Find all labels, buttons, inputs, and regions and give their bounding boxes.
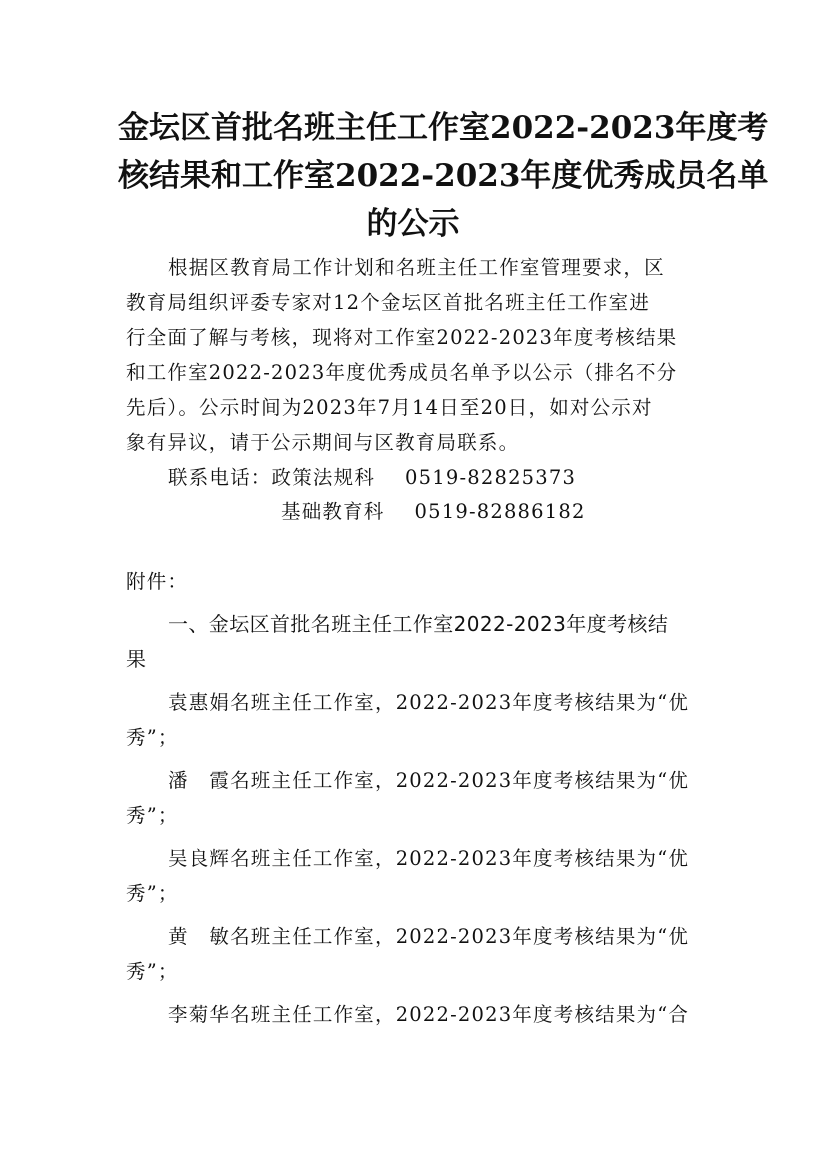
section-title-line: 果 <box>126 647 147 671</box>
list-item <box>126 997 704 1032</box>
intro-line: 教育局组织评委专家对12个金坛区首批名班主任工作室进 <box>126 291 651 314</box>
list-item <box>126 841 704 911</box>
list-item <box>126 919 704 989</box>
title-line: 金坛区首批名班主任工作室2022-2023年度考 <box>118 110 769 146</box>
result-line: 袁惠娟名班主任工作室，2022-2023年度考核结果为“优 <box>168 691 690 714</box>
result-line: 黄 敏名班主任工作室，2022-2023年度考核结果为“优 <box>168 925 690 948</box>
result-line: 吴良辉名班主任工作室，2022-2023年度考核结果为“优 <box>168 847 690 870</box>
section-title <box>126 607 704 677</box>
contact-block <box>126 460 704 528</box>
result-line: 秀”； <box>126 882 179 905</box>
intro-line: 和工作室2022-2023年度优秀成员名单予以公示（排名不分 <box>126 361 678 384</box>
intro-line: 象有异议，请于公示期间与区教育局联系。 <box>126 431 520 454</box>
contact-dept: 基础教育科 <box>281 500 385 523</box>
result-line: 秀”； <box>126 804 179 827</box>
contact-phone: 0519-82886182 <box>414 500 586 523</box>
title-line: 的公示 <box>366 206 460 242</box>
list-item <box>126 685 704 755</box>
result-list <box>126 685 704 1032</box>
contact-row <box>126 494 704 528</box>
contact-label: 联系电话： <box>168 466 272 489</box>
intro-paragraph <box>126 250 704 460</box>
document-body <box>126 250 704 1032</box>
contact-phone: 0519-82825373 <box>405 466 577 489</box>
section-title-line: 一、金坛区首批名班主任工作室2022-2023年度考核结 <box>168 612 669 636</box>
result-line: 秀”； <box>126 726 179 749</box>
contact-row <box>126 460 704 494</box>
title-line: 核结果和工作室2022-2023年度优秀成员名单 <box>118 158 769 194</box>
intro-line: 行全面了解与考核，现将对工作室2022-2023年度考核结果 <box>126 326 678 349</box>
result-line: 潘 霞名班主任工作室，2022-2023年度考核结果为“优 <box>168 769 690 792</box>
page-title <box>118 104 769 248</box>
intro-line: 根据区教育局工作计划和名班主任工作室管理要求，区 <box>168 256 665 279</box>
attachment-label: 附件： <box>126 570 189 593</box>
list-item <box>126 763 704 833</box>
result-line: 李菊华名班主任工作室，2022-2023年度考核结果为“合 <box>168 1003 690 1026</box>
result-line: 秀”； <box>126 960 179 983</box>
contact-dept: 政策法规科 <box>271 466 376 489</box>
intro-line: 先后）。公示时间为2023年7月14日至20日，如对公示对 <box>126 396 653 419</box>
